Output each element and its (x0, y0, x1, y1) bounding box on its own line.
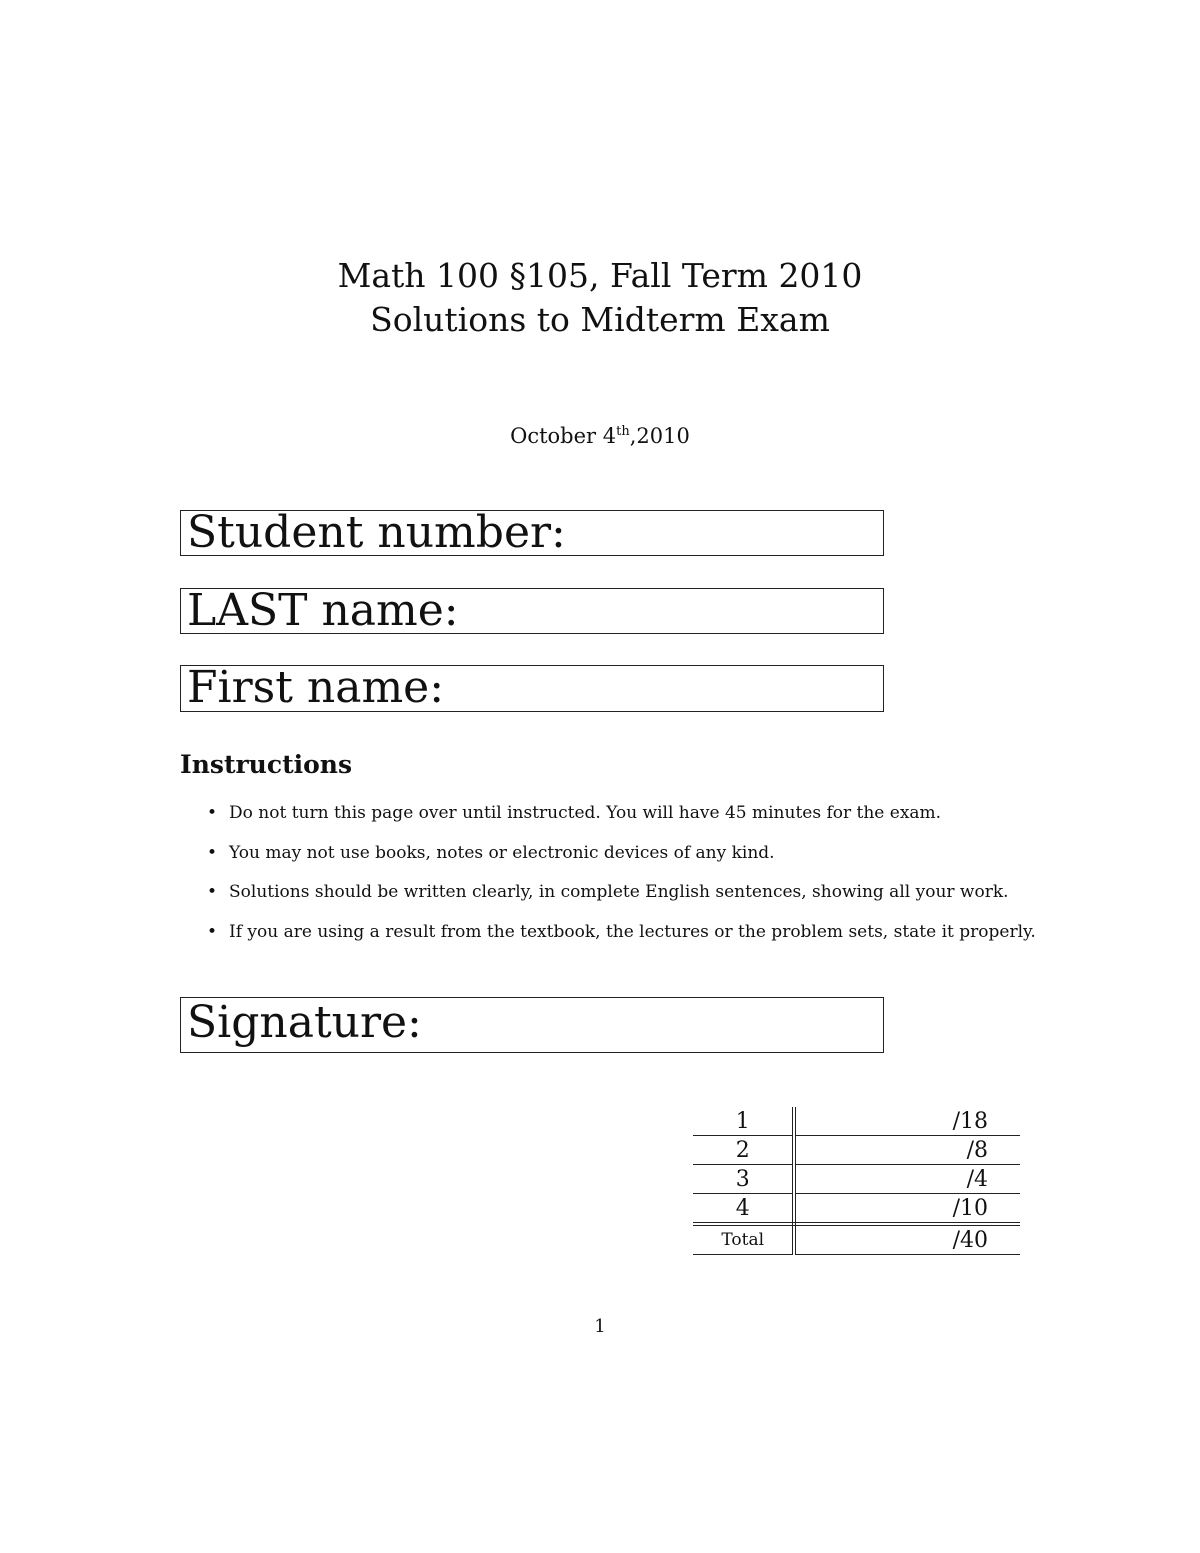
score-table (693, 1107, 1020, 1255)
total-label: Total (693, 1224, 794, 1255)
instruction-text: If you are using a result from the textbook, the lectures or the problem sets, state it properly. (229, 921, 1036, 942)
instruction-text: You may not use books, notes or electronic devices of any kind. (229, 842, 775, 863)
table-row (693, 1107, 1020, 1136)
score-cell: /8 (794, 1136, 1020, 1165)
total-row (693, 1224, 1020, 1255)
bullet-icon: • (207, 842, 218, 863)
first-name-field[interactable] (180, 665, 884, 712)
signature-field[interactable] (180, 997, 884, 1053)
first-name-label: First name: (187, 665, 445, 712)
score-cell: /18 (794, 1107, 1020, 1136)
bullet-icon: • (207, 803, 218, 823)
instructions-heading: Instructions (180, 750, 353, 779)
table-row (693, 1194, 1020, 1225)
list-item (207, 922, 1167, 962)
list-item (207, 843, 1167, 883)
score-cell: /10 (794, 1194, 1020, 1225)
instructions-list (207, 803, 1167, 961)
list-item (207, 803, 1167, 843)
instruction-text: Solutions should be written clearly, in complete English sentences, showing all your work. (229, 882, 1009, 902)
question-number: 1 (693, 1107, 794, 1136)
exam-date (0, 424, 1200, 448)
course-title: Math 100 §105, Fall Term 2010 (337, 256, 863, 295)
student-number-label: Student number: (187, 510, 566, 556)
list-item (207, 882, 1167, 922)
exam-subtitle: Solutions to Midterm Exam (370, 300, 830, 339)
last-name-label: LAST name: (187, 588, 459, 634)
page-number: 1 (594, 1316, 606, 1337)
total-score-cell: /40 (794, 1224, 1020, 1255)
last-name-field[interactable] (180, 588, 884, 634)
student-number-field[interactable] (180, 510, 884, 556)
date-year: ,2010 (629, 424, 690, 448)
table-row (693, 1165, 1020, 1194)
question-number: 2 (693, 1136, 794, 1165)
date-month-day: October 4 (510, 424, 617, 448)
date-suffix: th (616, 424, 630, 439)
exam-title (0, 254, 1200, 342)
question-number: 3 (693, 1165, 794, 1194)
score-cell: /4 (794, 1165, 1020, 1194)
signature-label: Signature: (187, 997, 422, 1048)
table-row (693, 1136, 1020, 1165)
question-number: 4 (693, 1194, 794, 1225)
bullet-icon: • (207, 882, 218, 902)
instruction-text: Do not turn this page over until instructed. You will have 45 minutes for the exam. (229, 803, 942, 823)
bullet-icon: • (207, 921, 218, 942)
